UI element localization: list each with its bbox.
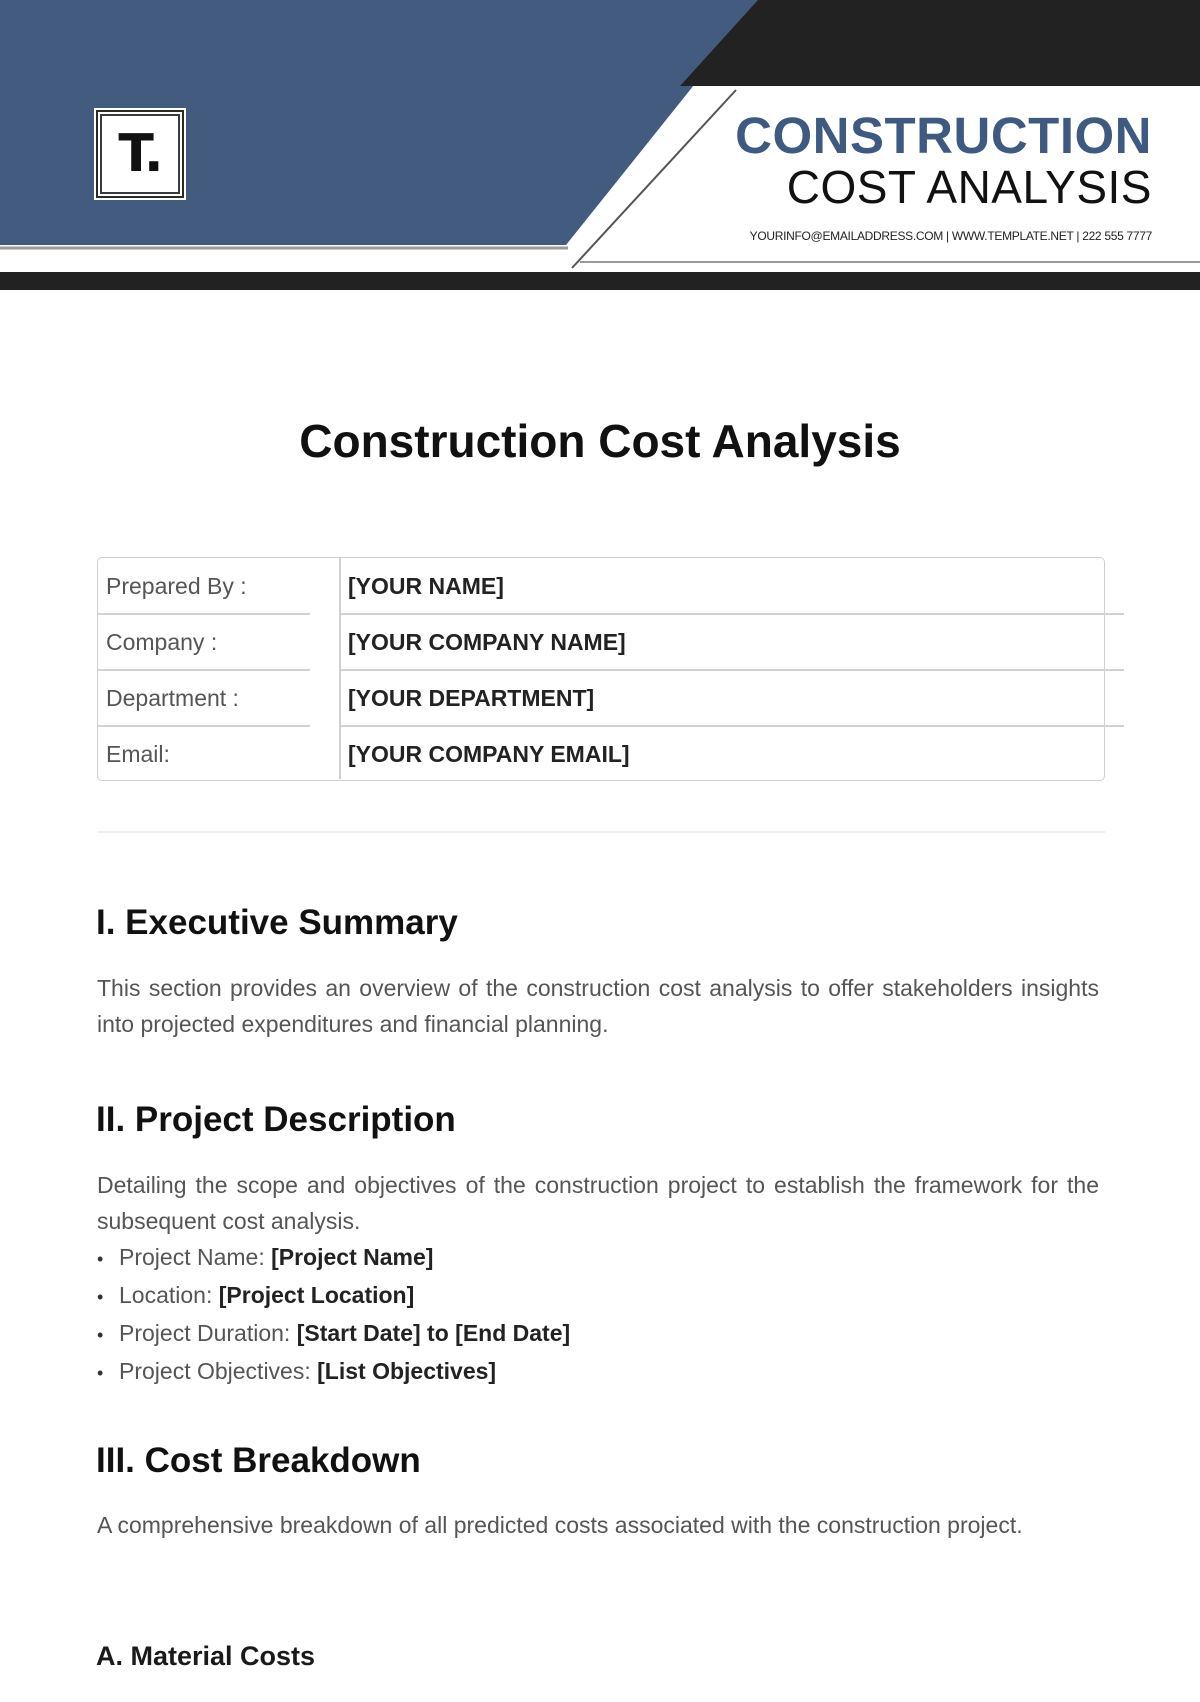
location-value: [Project Location]	[218, 1282, 415, 1308]
project-name-value: [Project Name]	[271, 1244, 434, 1270]
table-row	[98, 726, 1104, 782]
contact-info: YOURINFO@EMAILADDRESS.COM | WWW.TEMPLATE.NET | 222 555 7777	[749, 229, 1152, 243]
bullet-icon: •	[97, 1249, 104, 1269]
project-objectives-value: [List Objectives]	[317, 1358, 497, 1384]
brand-title-construction: CONSTRUCTION	[735, 107, 1152, 164]
company-label: Company :	[106, 629, 218, 655]
bullet-icon: •	[97, 1363, 104, 1383]
location-label: Location:	[119, 1282, 219, 1308]
table-row	[98, 614, 1104, 670]
bullet-icon: •	[97, 1287, 104, 1307]
header-banner	[0, 0, 1200, 290]
table-row	[98, 558, 1104, 614]
prepared-by-value: [YOUR NAME]	[348, 573, 504, 599]
list-item	[97, 1315, 570, 1353]
cost-breakdown-heading: III. Cost Breakdown	[96, 1441, 421, 1480]
cost-breakdown-body: A comprehensive breakdown of all predicted costs associated with the construction project.	[97, 1512, 1023, 1538]
executive-summary-body: This section provides an overview of the construction cost analysis to offer stakeholders insights into projected expenditures and financial planning.	[97, 975, 1099, 1037]
list-item	[97, 1353, 570, 1391]
brand-title-cost-analysis: COST ANALYSIS	[786, 161, 1152, 213]
document-title: Construction Cost Analysis	[299, 415, 901, 467]
email-label: Email:	[106, 741, 170, 767]
prepared-by-label: Prepared By :	[106, 573, 247, 599]
info-table	[97, 557, 1105, 781]
email-value: [YOUR COMPANY EMAIL]	[348, 741, 630, 767]
department-label: Department :	[106, 685, 239, 711]
project-objectives-label: Project Objectives:	[119, 1358, 318, 1384]
bullet-icon: •	[97, 1325, 104, 1345]
company-logo	[94, 108, 186, 200]
project-details-list	[97, 1239, 570, 1391]
company-value: [YOUR COMPANY NAME]	[348, 629, 626, 655]
material-costs-subheading: A. Material Costs	[96, 1641, 316, 1671]
project-description-body: Detailing the scope and objectives of the construction project to establish the framework for the subsequent cost analysis.	[97, 1172, 1099, 1234]
project-name-label: Project Name:	[119, 1244, 272, 1270]
project-description-heading: II. Project Description	[96, 1100, 456, 1139]
section-divider	[97, 831, 1105, 833]
list-item	[97, 1239, 570, 1277]
executive-summary-heading: I. Executive Summary	[96, 903, 458, 942]
project-duration-value: [Start Date] to [End Date]	[296, 1320, 571, 1346]
logo-mark: T.	[100, 114, 180, 194]
list-item	[97, 1277, 570, 1315]
project-duration-label: Project Duration:	[119, 1320, 297, 1346]
table-row	[98, 670, 1104, 726]
department-value: [YOUR DEPARTMENT]	[348, 685, 595, 711]
